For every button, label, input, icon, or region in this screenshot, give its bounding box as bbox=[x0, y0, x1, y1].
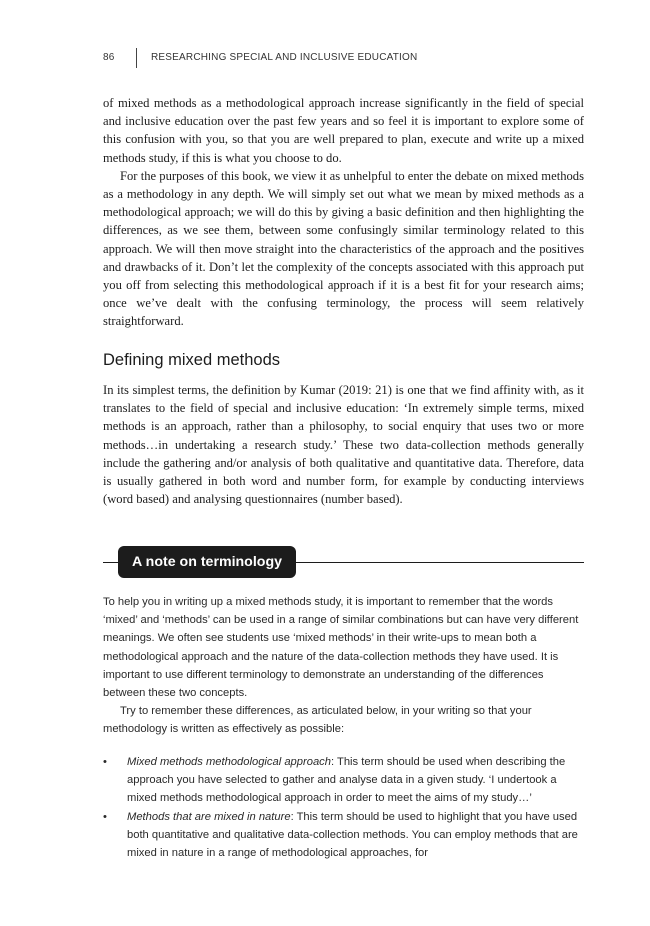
bullet-text: : This term should be used when describing the approach you have selected to gather and analyse data in a given study. ‘I undertook a mixed methods methodological approach in order to meet the aims of my study…’ bbox=[127, 756, 566, 805]
page-number: 86 bbox=[103, 52, 115, 63]
bullet-term: Mixed methods methodological approach bbox=[127, 756, 331, 768]
bullet-icon: • bbox=[103, 810, 107, 823]
note-box-body bbox=[103, 593, 584, 739]
list-item bbox=[103, 808, 584, 863]
note-paragraph-1: To help you in writing up a mixed methods study, it is important to remember that the words ‘mixed’ and ‘methods’ can be used in a range of similar combinations but can have very different meanings. We often see students use ‘mixed methods’ in their write-ups to mean both a methodological approach and the nature of the data-collection methods they have used. It is important to use different terminology to demonstrate an understanding of the differences between these two concepts. bbox=[103, 596, 579, 700]
bullet-icon: • bbox=[103, 756, 107, 768]
note-box-header bbox=[103, 546, 584, 578]
running-title: RESEARCHING SPECIAL AND INCLUSIVE EDUCATION bbox=[151, 52, 418, 63]
definition-paragraph: In its simplest terms, the definition by Kumar (2019: 21) is one that we find affinity with, as it translates to the field of special and inclusive education: ‘In extremely simple terms, mixed methods is an approach, rather than a philosophy, to social enquiry that uses two or more methods…in undertaking a research study.’ These two data-collection methods generally include the gathering and/or analysis of both qualitative and quantitative data. Therefore, data is usually gathered in both word and number form, for example by conducting interviews (word based) and analysing questionnaires (number based). bbox=[103, 383, 584, 507]
intro-paragraph-1: of mixed methods as a methodological approach increase significantly in the field of special and inclusive education over the past few years and so feel it is important to explore some of this confusion with you, so that you are well prepared to plan, execute and write up a mixed methods study, if this is what you choose to do. bbox=[103, 96, 584, 165]
note-bullet-list bbox=[103, 753, 584, 862]
bullet-term: Methods that are mixed in nature bbox=[127, 810, 291, 823]
intro-paragraph-2: For the purposes of this book, we view it as unhelpful to enter the debate on mixed methods as a methodology in any depth. We will simply set out what we mean by mixed methods as a methodological approach; we will do this by giving a basic definition and then highlighting the differences, as we see them, between some confusingly similar terminology related to this approach. We will then move straight into the characteristics of the approach and the positives and drawbacks of it. Don’t let the complexity of the concepts associated with this approach put you off from selecting this methodological approach if it is a best fit for your research aims; once we’ve dealt with the confusing terminology, the process will seem relatively straightforward. bbox=[103, 168, 584, 329]
note-box-title: A note on terminology bbox=[118, 546, 296, 578]
section-heading: Defining mixed methods bbox=[103, 351, 281, 369]
running-header bbox=[103, 48, 583, 68]
note-paragraph-2: Try to remember these differences, as articulated below, in your writing so that your methodology is written as effectively as possible: bbox=[103, 705, 532, 736]
header-divider bbox=[136, 48, 137, 68]
bullet-text: : This term should be used to highlight that you have used both quantitative and qualitative data-collection methods. You can employ methods that are mixed in nature in a range of methodological approaches, for bbox=[127, 810, 578, 860]
definition-text bbox=[103, 381, 584, 508]
intro-text bbox=[103, 94, 584, 331]
list-item bbox=[103, 753, 584, 808]
